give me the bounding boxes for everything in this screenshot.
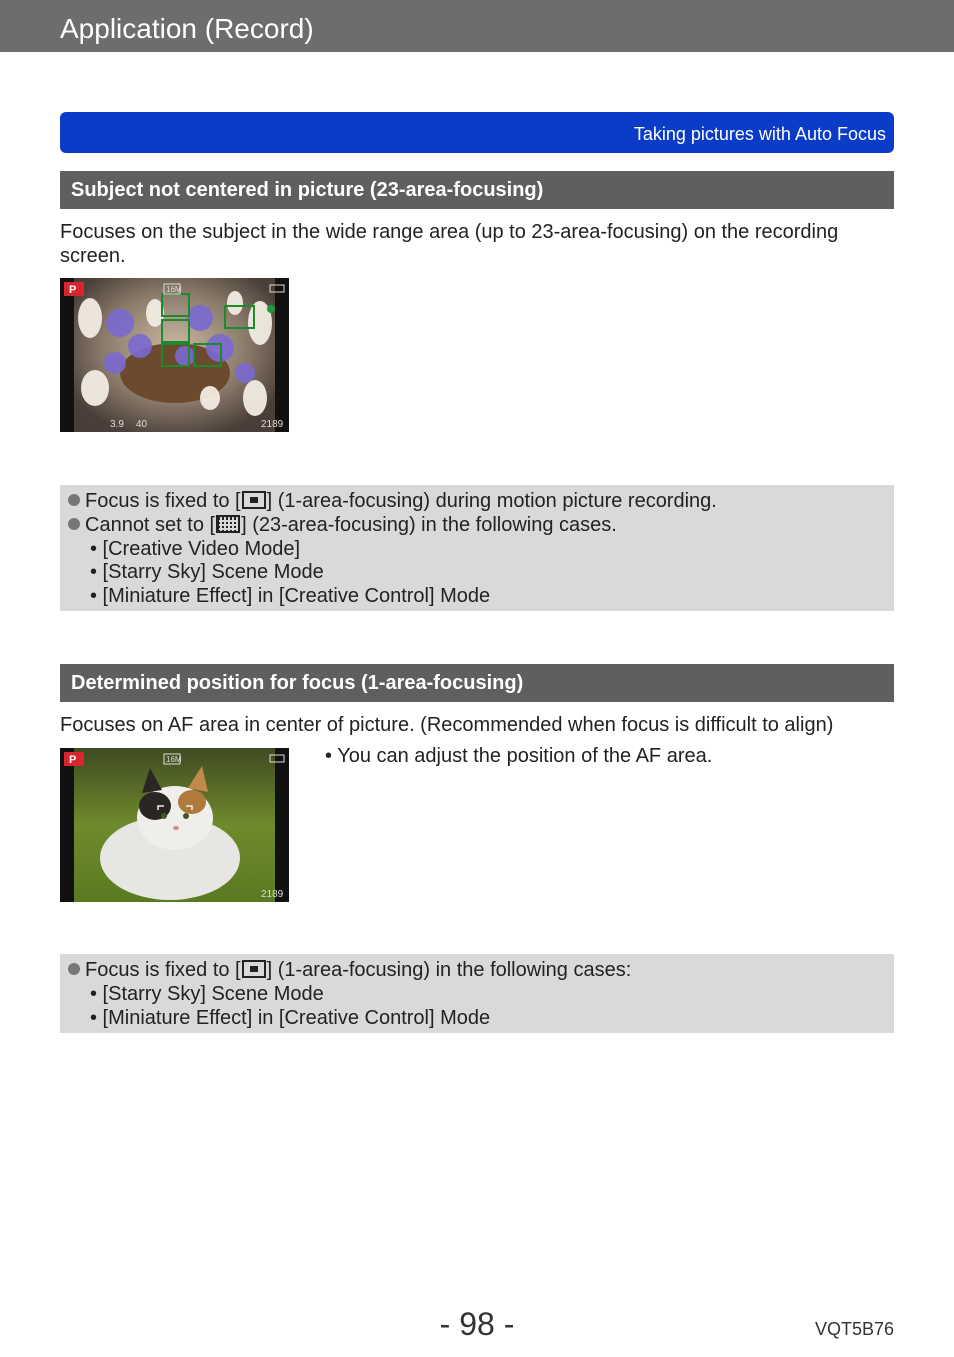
camera-screen-23-area bbox=[60, 278, 289, 432]
page-number: - 98 - bbox=[439, 1306, 515, 1342]
document-code: VQT5B76 bbox=[814, 1319, 894, 1339]
section-heading-23-area bbox=[60, 171, 894, 209]
note-subitem: • [Miniature Effect] in [Creative Control] Mode bbox=[90, 585, 491, 607]
section-heading-text: Determined position for focus (1-area-focusing) bbox=[71, 672, 524, 694]
section-heading-1-area bbox=[60, 664, 894, 702]
chapter-title: Application (Record) bbox=[60, 13, 314, 44]
1-area-af-icon bbox=[242, 491, 266, 509]
bullet-icon bbox=[68, 518, 80, 530]
top-bar bbox=[0, 0, 954, 52]
camera-screen-1-area bbox=[60, 748, 289, 902]
note-box-1-area bbox=[60, 954, 894, 1033]
note-subitem: • [Miniature Effect] in [Creative Control] Mode bbox=[90, 1007, 491, 1029]
af-position-note: • You can adjust the position of the AF area. bbox=[325, 745, 713, 767]
mode-badge: P bbox=[69, 284, 77, 296]
mode-badge: P bbox=[69, 754, 77, 766]
remaining-shots: 2189 bbox=[261, 419, 284, 430]
bullet-icon bbox=[68, 963, 80, 975]
topic-label: Taking pictures with Auto Focus bbox=[633, 124, 886, 144]
note-subitem: • [Starry Sky] Scene Mode bbox=[90, 983, 324, 1005]
topic-bar bbox=[60, 112, 894, 153]
note-box-23-area bbox=[60, 485, 894, 611]
1-area-af-icon bbox=[242, 960, 266, 978]
section-description: Focuses on AF area in center of picture. (Recommended when focus is difficult to align) bbox=[60, 714, 834, 736]
section-heading-text: Subject not centered in picture (23-area-focusing) bbox=[71, 179, 544, 201]
note-subitem: • [Creative Video Mode] bbox=[90, 538, 301, 560]
23-area-af-icon bbox=[216, 515, 240, 533]
aperture-value: 40 bbox=[136, 419, 148, 430]
shutter-speed: 3.9 bbox=[110, 419, 124, 430]
note-line: Cannot set to [ ] (23-area-focusing) in the following cases. bbox=[68, 513, 617, 537]
note-line: Focus is fixed to [ ] (1-area-focusing) during motion picture recording. bbox=[68, 489, 717, 513]
resolution-indicator: 16M bbox=[166, 285, 182, 294]
resolution-indicator: 16M bbox=[166, 755, 182, 764]
note-subitem: • [Starry Sky] Scene Mode bbox=[90, 561, 324, 583]
section-description: Focuses on the subject in the wide range area (up to 23-area-focusing) on the recording screen. bbox=[60, 221, 839, 267]
note-line: Focus is fixed to [ ] (1-area-focusing) in the following cases: bbox=[68, 958, 631, 982]
remaining-shots: 2189 bbox=[261, 889, 284, 900]
bullet-icon bbox=[68, 494, 80, 506]
